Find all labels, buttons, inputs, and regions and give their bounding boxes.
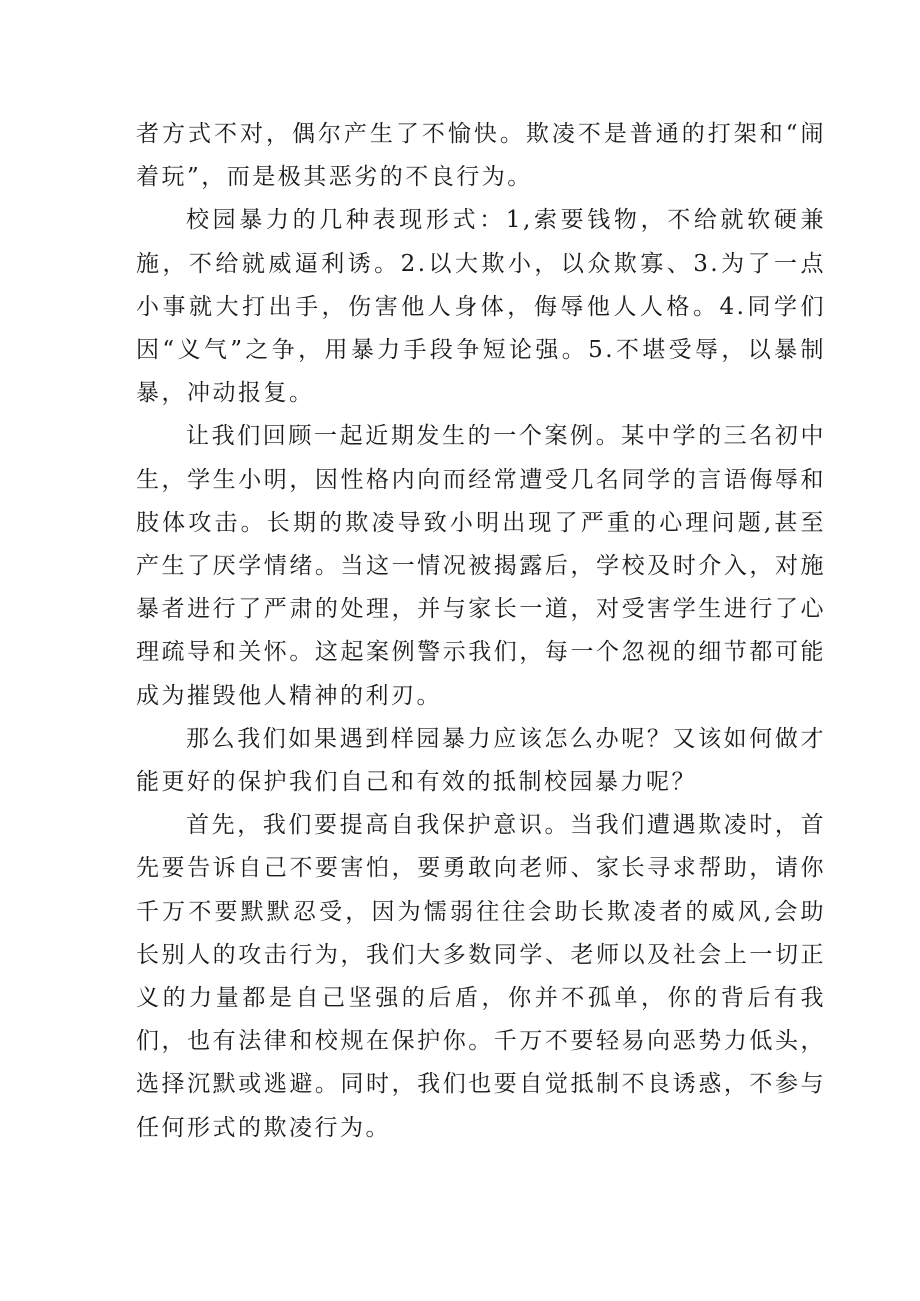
paragraph-violence-forms: 校园暴力的几种表现形式：1,索要钱物，不给就软硬兼施，不给就威逼利诱。2.以大欺小，以众欺寡、3.为了一点小事就大打出手，伤害他人身体，侮辱他人人格。4.同学们因“义气”之争，用暴力手段争短论强。5.不堪受辱，以暴制暴，冲动报复。 (136, 207, 826, 407)
paragraph-self-protection: 首先，我们要提高自我保护意识。当我们遭遇欺凌时，首先要告诉自己不要害怕，要勇敢向老师、家长寻求帮助，请你千万不要默默忍受，因为懦弱往往会助长欺凌者的威风,会助长别人的攻击行为，我们大多数同学、老师以及社会上一切正义的力量都是自己坚强的后盾，你并不孤单，你的背后有我们，也有法律和校规在保护你。千万不要轻易向恶势力低头，选择沉默或逃避。同时，我们也要自觉抵制不良诱惑，不参与任何形式的欺凌行为。 (136, 812, 826, 1141)
paragraph-question: 那么我们如果遇到样园暴力应该怎么办呢？又该如何做才能更好的保护我们自己和有效的抵制校园暴力呢？ (136, 725, 826, 796)
paragraph-continuation: 者方式不对，偶尔产生了不愉快。欺凌不是普通的打架和“闹着玩”，而是极其恶劣的不良行为。 (136, 121, 826, 191)
document-body (136, 113, 826, 1150)
paragraph-case-study: 让我们回顾一起近期发生的一个案例。某中学的三名初中生，学生小明，因性格内向而经常遭受几名同学的言语侮辱和肢体攻击。长期的欺凌导致小明出现了严重的心理问题,甚至产生了厌学情绪。当这一情况被揭露后，学校及时介入，对施暴者进行了严肃的处理，并与家长一道，对受害学生进行了心理疏导和关怀。这起案例警示我们，每一个忽视的细节都可能成为摧毁他人精神的利刃。 (136, 423, 826, 709)
